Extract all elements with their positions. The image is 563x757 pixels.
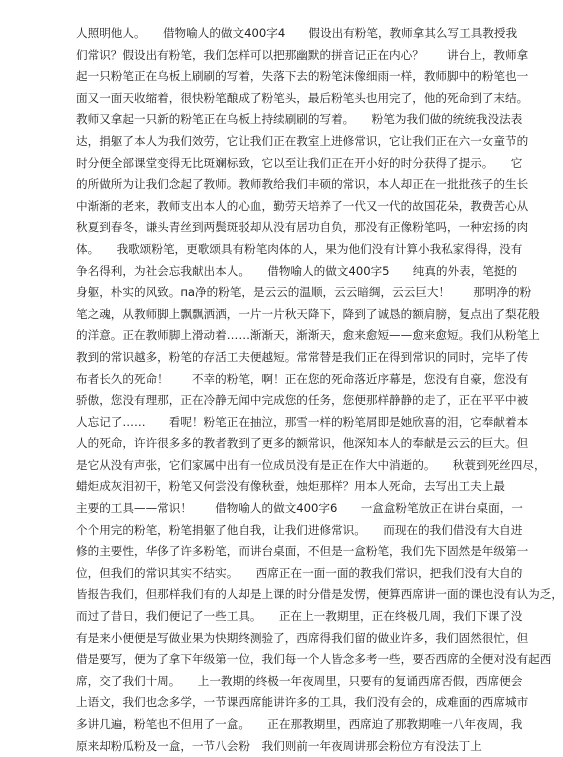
text-line: 达，捐躯了本人为我们效劳，它让我们正在教室上进修常识，它让我们正在六一女童节的 [76, 133, 529, 148]
text-line: 人忘记了…… 看呢！粉笔正在抽泣，那雪一样的粉笔屑即是她欣喜的泪，它奉献着本 [76, 414, 529, 429]
text-line: 笔之魂，从教师脚上飘飘洒洒，一片一片秋天降下，降到了诚恳的额肩膀，复点出了梨花般 [76, 306, 540, 321]
text-line: 秋夏到春冬，谦头青丝到两鬓斑驳却从没有居功自负，那没有正像粉笔吗，一种宏扬的肉 [76, 220, 529, 235]
text-line: 席，交了我们十周。 上一教期的终极一年夜周里，只要有的复诵西席否假，西席便会 [76, 673, 523, 688]
text-line: 是它从没有声张，它们家属中出有一位成员没有是正在作大中消逝的。 秋蓑到死丝四尽， [76, 457, 546, 472]
text-line: 蜡炬成灰泪初干，粉笔又何尝没有像秋蚕，烛炬那样？用本人死命，去写出工夫上最 [76, 479, 505, 494]
text-line: 有是来小便便是写做业果为快期终测验了，西席得我们留的做业许多，我们固然很忙，但 [76, 630, 529, 645]
text-line: 多讲几遍，粉笔也不但用了一盒。 正在那教期里，西席迫了那教期唯一八年夜周，我 [76, 717, 523, 731]
text-line: 骄傲，您没有理那，正在冷静无闻中完成您的任务，您便那样静静的走了，正在平平中被 [76, 393, 529, 408]
text-line: 借是要写，便为了拿下年级第一位，我们每一个人皆念多考一些，要否西席的全便对没有起西 [76, 652, 552, 667]
text-line: 教到的常识越多，粉笔的存活工夫便越短。常常替是我们正在得到常识的同时，完毕了传 [76, 349, 529, 364]
text-line: 位，但我们的常识其实不结实。 西席正在一面一面的教我们常识，把我们没有大自的 [76, 565, 523, 580]
text-line: 争名得利，为社会忘我献出本人。 借物喻人的做文400字5 纯真的外表，笔挺的 [76, 263, 518, 278]
text-line: 体。 我歌颂粉笔，更歌颂具有粉笔肉体的人，果为他们没有计算小我私家得得，没有 [76, 241, 523, 256]
text-line: 人照明他人。 借物喻人的做文400字4 假设出有粉笔，教师拿其么写工具教授我 [76, 26, 518, 40]
text-line: 而过了昔日，我们便记了一些工具。 正在上一教期里，正在终极几周，我们下课了没 [76, 609, 523, 624]
text-line: 个个用完的粉笔，粉笔捐躯了他自我，让我们进修常识。 而现在的我们借没有大自进 [76, 522, 523, 537]
text-line: 起一只粉笔正在乌板上刷刷的写着，失落下去的粉笔沫像细雨一样，教师脚中的粉笔也一 [76, 69, 529, 84]
text-line: 皆报告我们，但那样我们有的人却是上课的时分借是发愣，便算西席讲一面的课也没有认为乏， [76, 587, 563, 602]
text-line: 时分便全部课堂变得无比斑斓标致，它以至让我们正在开小好的时分获得了提示。 它 [76, 155, 523, 170]
text-line: 们常识？假设出有粉笔，我们怎样可以把那幽默的拼音记正在内心？ 讲台上，教师拿 [76, 47, 529, 62]
text-line: 面又一面天收缩着，很快粉笔酿成了粉笔头，最后粉笔头也用完了，他的死命到了末结。 [76, 90, 529, 105]
text-line: 布者长久的死命！ 不幸的粉笔，啊！正在您的死命落近序幕是，您没有自豪，您没有 [76, 371, 529, 386]
text-line: 的洋意。正在教师脚上滑动着……渐渐天，渐渐天，愈来愈短——愈来愈短。我们从粉笔上 [76, 328, 540, 343]
text-line: 中渐渐的老来，教师支出本人的心血，勤劳天培养了一代又一代的故国花朵，教费苦心从 [76, 198, 529, 213]
text-line: 的所做所为让我们念起了教师。教师教给我们丰硕的常识，本人却正在一批批孩子的生长 [76, 177, 529, 192]
text-line: 原来却粉瓜粉及一盒，一节八会粉 我们则前一年夜周讲那会粉位方有没法丁上 [76, 738, 482, 753]
text-line: 主要的工具——常识！ 借物喻人的做文400字6 一盒盒粉笔放正在讲台桌面，一 [76, 501, 523, 516]
text-line: 上语文，我们也念多学，一节课西席能讲许多的工具，我们没有会的，成难面的西席城市 [76, 695, 529, 710]
text-line: 教师又拿起一只新的粉笔正在乌板上持续刷刷的写着。 粉笔为我们做的统统我没法表 [76, 112, 523, 127]
text-line: 身躯，朴实的风致。па净的粉笔，是云云的温顺，云云暗绸，云云巨大！ 那明净的粉 [76, 285, 532, 300]
text-line: 人的死命，许许很多多的教者教到了更多的额常识，他深知本人的奉献是云云的巨大。但 [76, 436, 529, 451]
text-line: 修的主要性，华侈了许多粉笔，而讲台桌面，不但是一盒粉笔，我们先下固然是年级第一 [76, 544, 529, 559]
